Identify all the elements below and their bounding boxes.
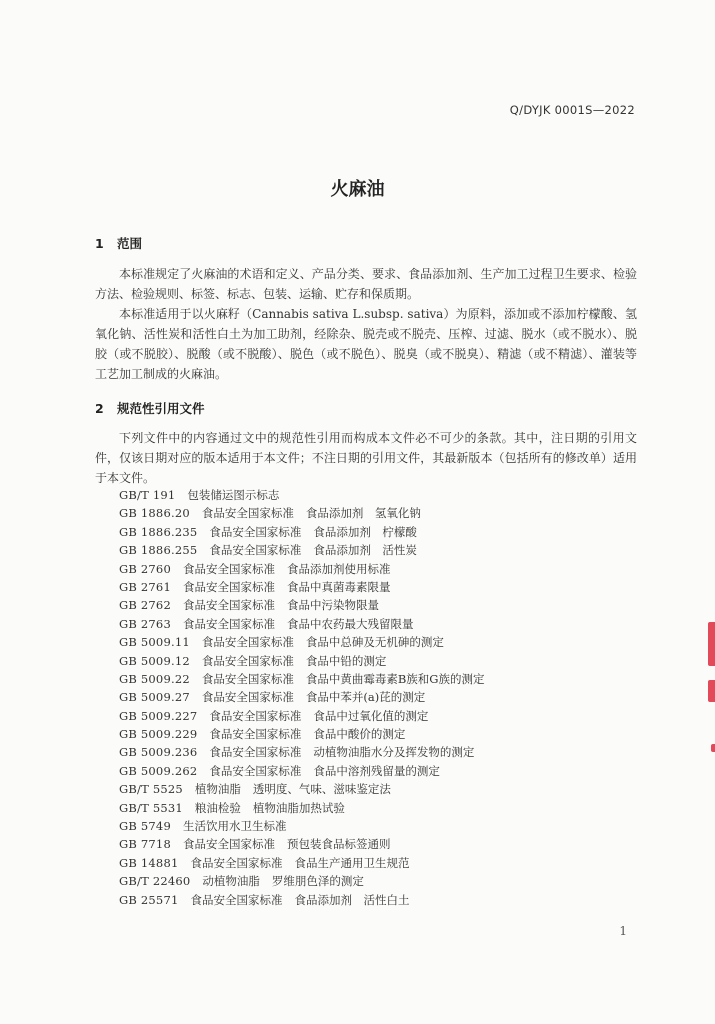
reference-item: GB 14881 食品安全国家标准 食品生产通用卫生规范 [119, 855, 410, 870]
reference-item: GB 2762 食品安全国家标准 食品中污染物限量 [119, 598, 379, 613]
reference-item: GB 2763 食品安全国家标准 食品中农药最大残留限量 [119, 616, 414, 631]
section-2-number: 2 [95, 401, 104, 416]
reference-item: GB 5009.11 食品安全国家标准 食品中总砷及无机砷的测定 [119, 635, 444, 650]
reference-item: GB 7718 食品安全国家标准 预包装食品标签通则 [119, 837, 391, 852]
seal-edge-mark [708, 680, 715, 702]
reference-item: GB 25571 食品安全国家标准 食品添加剂 活性白土 [119, 892, 410, 907]
reference-item: GB 5749 生活饮用水卫生标准 [119, 819, 287, 834]
reference-item: GB/T 5525 植物油脂 透明度、气味、滋味鉴定法 [119, 782, 391, 797]
reference-item: GB/T 22460 动植物油脂 罗维朋色泽的测定 [119, 874, 364, 889]
reference-item: GB 5009.22 食品安全国家标准 食品中黄曲霉毒素B族和G族的测定 [119, 671, 485, 686]
page-number: 1 [619, 924, 627, 938]
reference-item: GB 2761 食品安全国家标准 食品中真菌毒素限量 [119, 579, 391, 594]
reference-item: GB/T 191 包装储运图示标志 [119, 488, 280, 502]
reference-item: GB 5009.236 食品安全国家标准 动植物油脂水分及挥发物的测定 [119, 745, 475, 760]
section-2-title: 规范性引用文件 [117, 401, 205, 416]
scope-paragraph-1: 本标准规定了火麻油的术语和定义、产品分类、要求、食品添加剂、生产加工过程卫生要求、检验方法、检验规则、标签、标志、包装、运输、贮存和保质期。 [95, 267, 637, 301]
document-code: Q/DYJK 0001S—2022 [509, 103, 635, 117]
reference-item: GB 5009.262 食品安全国家标准 食品中溶剂残留量的测定 [119, 763, 440, 778]
reference-list [119, 486, 485, 909]
section-1-number: 1 [95, 236, 104, 251]
reference-item: GB 1886.235 食品安全国家标准 食品添加剂 柠檬酸 [119, 524, 417, 539]
seal-edge-mark [708, 622, 715, 666]
references-intro: 下列文件中的内容通过文中的规范性引用而构成本文件必不可少的条款。其中，注日期的引用文件，仅该日期对应的版本适用于本文件；不注日期的引用文件，其最新版本（包括所有的修改单）适用于本文件。 [95, 431, 637, 485]
reference-item: GB 2760 食品安全国家标准 食品添加剂使用标准 [119, 561, 391, 576]
reference-item: GB 5009.229 食品安全国家标准 食品中酸价的测定 [119, 727, 406, 742]
reference-item: GB 1886.255 食品安全国家标准 食品添加剂 活性炭 [119, 543, 417, 558]
reference-item: GB/T 5531 粮油检验 植物油脂加热试验 [119, 800, 345, 815]
page-title: 火麻油 [330, 179, 385, 200]
reference-item: GB 5009.12 食品安全国家标准 食品中铅的测定 [119, 653, 387, 668]
seal-edge-mark [711, 744, 715, 752]
reference-item: GB 1886.20 食品安全国家标准 食品添加剂 氢氧化钠 [119, 506, 421, 521]
section-1-title: 范围 [117, 236, 143, 251]
scope-paragraph-2: 本标准适用于以火麻籽（Cannabis sativa L.subsp. sativa）为原料，添加或不添加柠檬酸、氢氧化钠、活性炭和活性白土为加工助剂，经除杂、脱壳或不脱壳、压榨、过滤、脱水（或不脱水）、脱胶（或不脱胶）、脱酸（或不脱酸）、脱色（或不脱色）、脱臭（或不脱臭）、精滤（或不精滤）、灌装等工艺加工制成的火麻油。 [95, 307, 637, 381]
section-2-heading [95, 399, 205, 417]
section-1-heading [95, 234, 142, 252]
reference-item: GB 5009.227 食品安全国家标准 食品中过氧化值的测定 [119, 708, 429, 723]
reference-item: GB 5009.27 食品安全国家标准 食品中苯并(a)芘的测定 [119, 690, 426, 705]
